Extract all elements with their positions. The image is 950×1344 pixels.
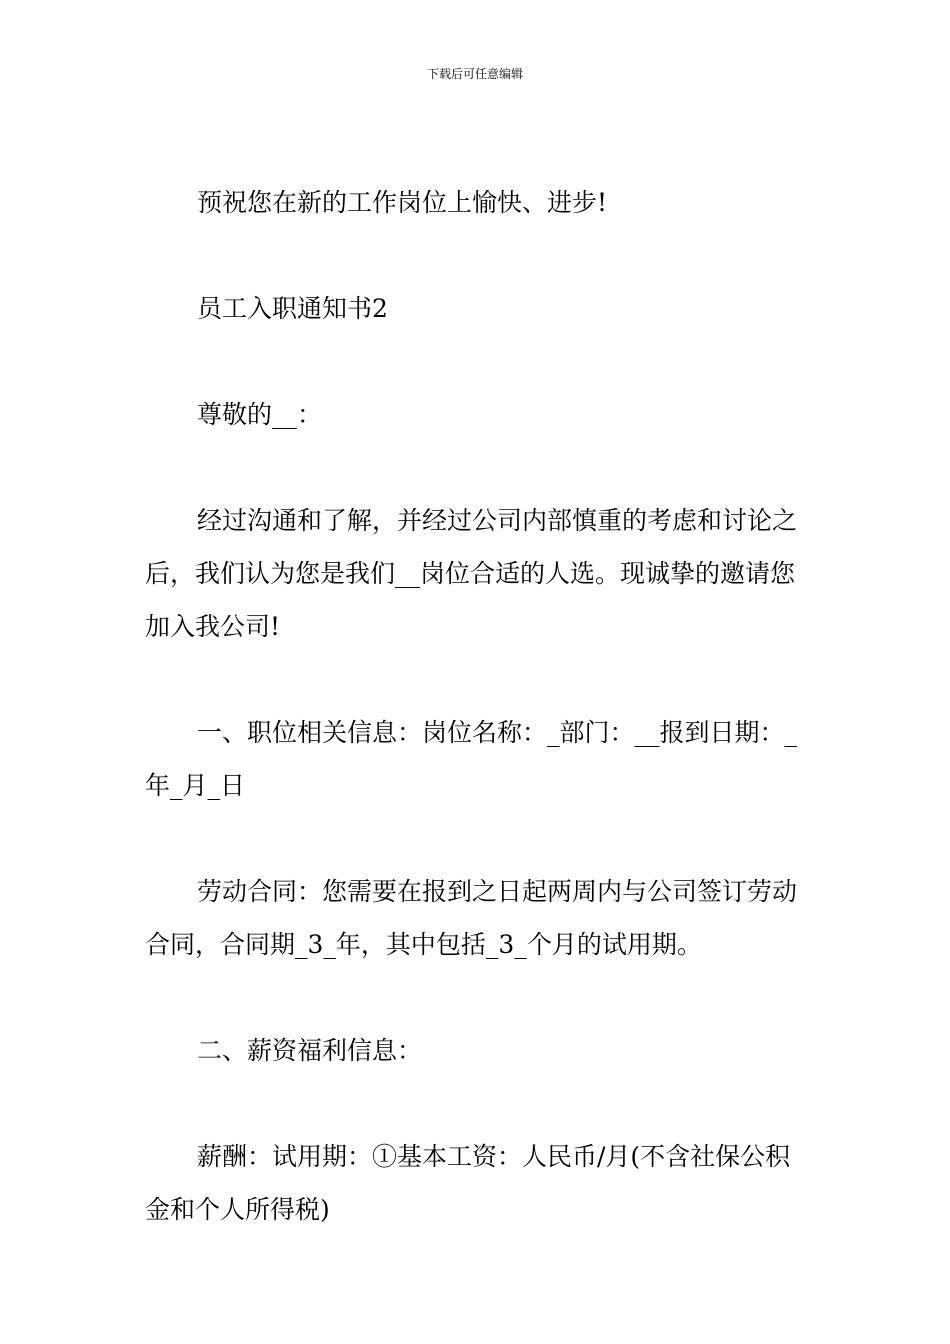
position-info-paragraph: 一、职位相关信息：岗位名称：_部门：__报到日期：_年_月_日 xyxy=(145,718,798,800)
labor-contract-paragraph: 劳动合同：您需要在报到之日起两周内与公司签订劳动合同，合同期_3_年，其中包括_3_个月的试用期。 xyxy=(145,877,798,959)
compensation-paragraph: 薪酬：试用期：①基本工资：人民币/月(不含社保公积金和个人所得税) xyxy=(145,1142,791,1224)
page-header: 下载后可任意编辑 xyxy=(426,67,523,81)
document-body xyxy=(145,176,810,1236)
salary-benefits-heading: 二、薪资福利信息： xyxy=(197,1036,423,1065)
invitation-paragraph: 经过沟通和了解，并经过公司内部慎重的考虑和讨论之后，我们认为您是我们__岗位合适的人选。现诚挚的邀请您加入我公司! xyxy=(145,506,798,641)
closing-wish-paragraph: 预祝您在新的工作岗位上愉快、进步! xyxy=(197,188,608,217)
salutation: 尊敬的__： xyxy=(197,400,323,429)
document-title: 员工入职通知书2 xyxy=(197,294,388,323)
